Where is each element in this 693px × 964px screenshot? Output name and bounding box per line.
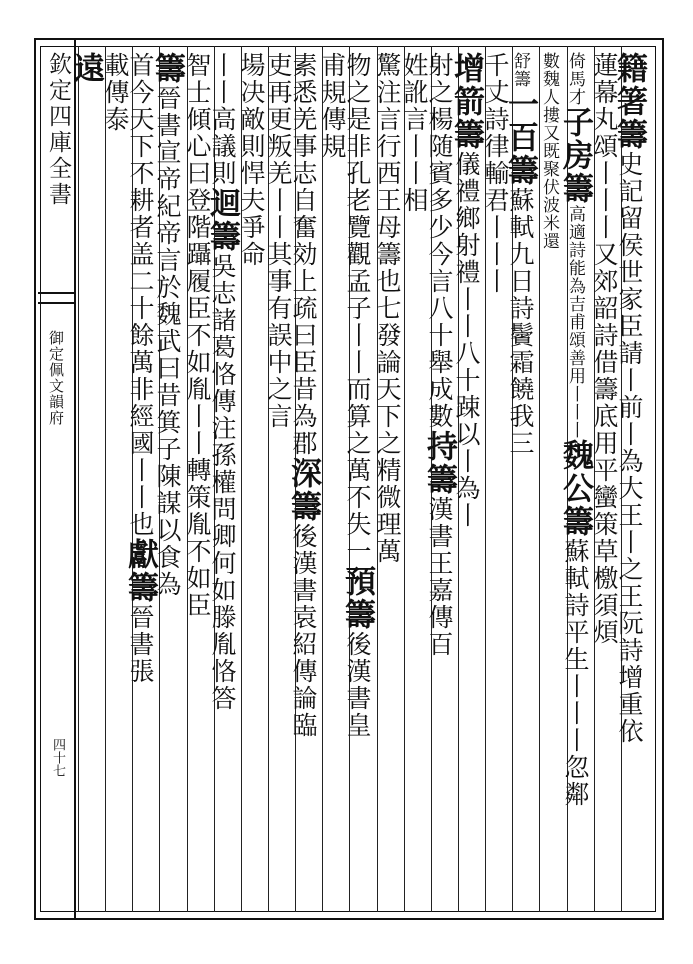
text-column [481,52,512,908]
column-text [402,52,427,214]
text-column [611,52,648,908]
entry-heading: 遠 [68,52,104,85]
text-column [373,52,404,908]
entry-heading: 迴籌 [204,187,240,253]
entry-text: 人摟又既聚伏波米還 [539,88,559,250]
entry-text: 晉書張 [126,604,155,685]
entry-text: 曰登階躡履臣不如胤丨丨轉策胤不如臣 [183,160,212,619]
entry-heading: 籌 [149,52,185,85]
entry-heading: 增箭籌 [448,52,484,151]
entry-text: 智士傾心 [183,52,212,160]
text-column [448,52,485,908]
entry-text: 場决敵則悍夫爭命 [237,52,266,268]
column-text [266,52,291,430]
entry-text: 姓訛言丨丨相 [400,52,429,214]
spine-divider-bottom [38,302,74,304]
entry-text: 載傳泰 [101,52,130,133]
entry-text: 晉書宣帝紀帝言於魏武曰昔箕子陳謀以食為 [153,85,182,598]
entry-text: 射之楊随賓多少今言八十舉成數 [425,52,454,430]
text-column [204,52,241,908]
text-column [68,52,105,908]
text-column [122,52,159,908]
entry-text: 數魏 [539,52,559,88]
entry-heading: 一百籌 [502,88,538,187]
entry-text: 素悉羌事志自奮効上疏曰臣昔為郡 [289,52,318,457]
entry-text: 物之是非孔老覽觀孟子丨丨而算之萬不失一 [343,52,372,565]
text-column [557,52,594,908]
spine-divider-top [38,292,74,294]
text-column [539,52,566,908]
entry-heading: 深籌 [285,457,321,523]
text-column [502,52,539,908]
text-column [339,52,376,908]
text-column [237,52,268,908]
entry-text: 高適詩能為吉甫頌善用丨丨丨 [565,205,585,439]
text-column [590,52,621,908]
column-text [320,52,345,160]
text-column [264,52,295,908]
entry-text: 史記留侯世家臣請丨前丨為大王丨之王阮詩增重依 [615,151,644,745]
entry-heading: 獻籌 [122,538,158,604]
page-number: 四十七 [50,738,65,777]
entry-text: 吏再更叛羌丨丨其事有誤中之言 [264,52,293,430]
entry-text: 倚馬才 [565,52,585,106]
book-title: 欽定四庫全書 [45,52,71,208]
entry-text: 蘇軾九日詩鬢霜饒我三 [506,187,535,457]
text-column [149,52,186,908]
column-text [68,52,104,85]
entry-text: 舒籌 [510,52,530,88]
entry-heading: 籍箸籌 [611,52,647,151]
entry-heading: 子房籌 [557,106,593,205]
entry-text: 丨丨高議則 [208,52,237,187]
text-column [101,52,132,908]
entry-heading: 持籌 [421,430,457,496]
column-text [483,52,508,295]
column-text [375,52,400,565]
text-column [285,52,322,908]
column-text [185,52,210,619]
entry-text: 甫規傳規 [318,52,347,160]
text-column [400,52,431,908]
entry-text: 後漢書皇 [343,631,372,739]
entry-text: 漢書王嘉傳百 [425,496,454,658]
entry-text: 後漢書袁紹傳論臨 [289,523,318,739]
entry-text: 千丈詩律輸君丨丨丨 [481,52,510,295]
column-text [239,52,264,268]
entry-text: 吳志諸葛恪傳注孫權問卿何如滕胤恪答 [208,253,237,712]
entry-text: 蘇軾詩平生丨丨丨忽鄰 [561,538,590,808]
entry-heading: 魏公籌 [557,439,593,538]
entry-text: 儀禮鄉射禮丨丨八十踈以丨為丨 [452,151,481,529]
entry-text: 首今天下不耕者盖二十餘萬非經國丨丨也 [126,52,155,538]
column-text [103,52,128,133]
text-column [421,52,458,908]
text-column [183,52,214,908]
entry-text: 蓮幕丸頌丨丨丨又郊韶詩借籌底用平蠻策草檄須煩 [590,52,619,646]
entry-text: 驚注言行西王母籌也七發論天下之精微理萬 [373,52,402,565]
column-text [537,52,562,250]
text-column [318,52,349,908]
entry-heading: 預籌 [339,565,375,631]
book-subtitle: 御定佩文韻府 [47,330,65,426]
column-text [592,52,617,646]
